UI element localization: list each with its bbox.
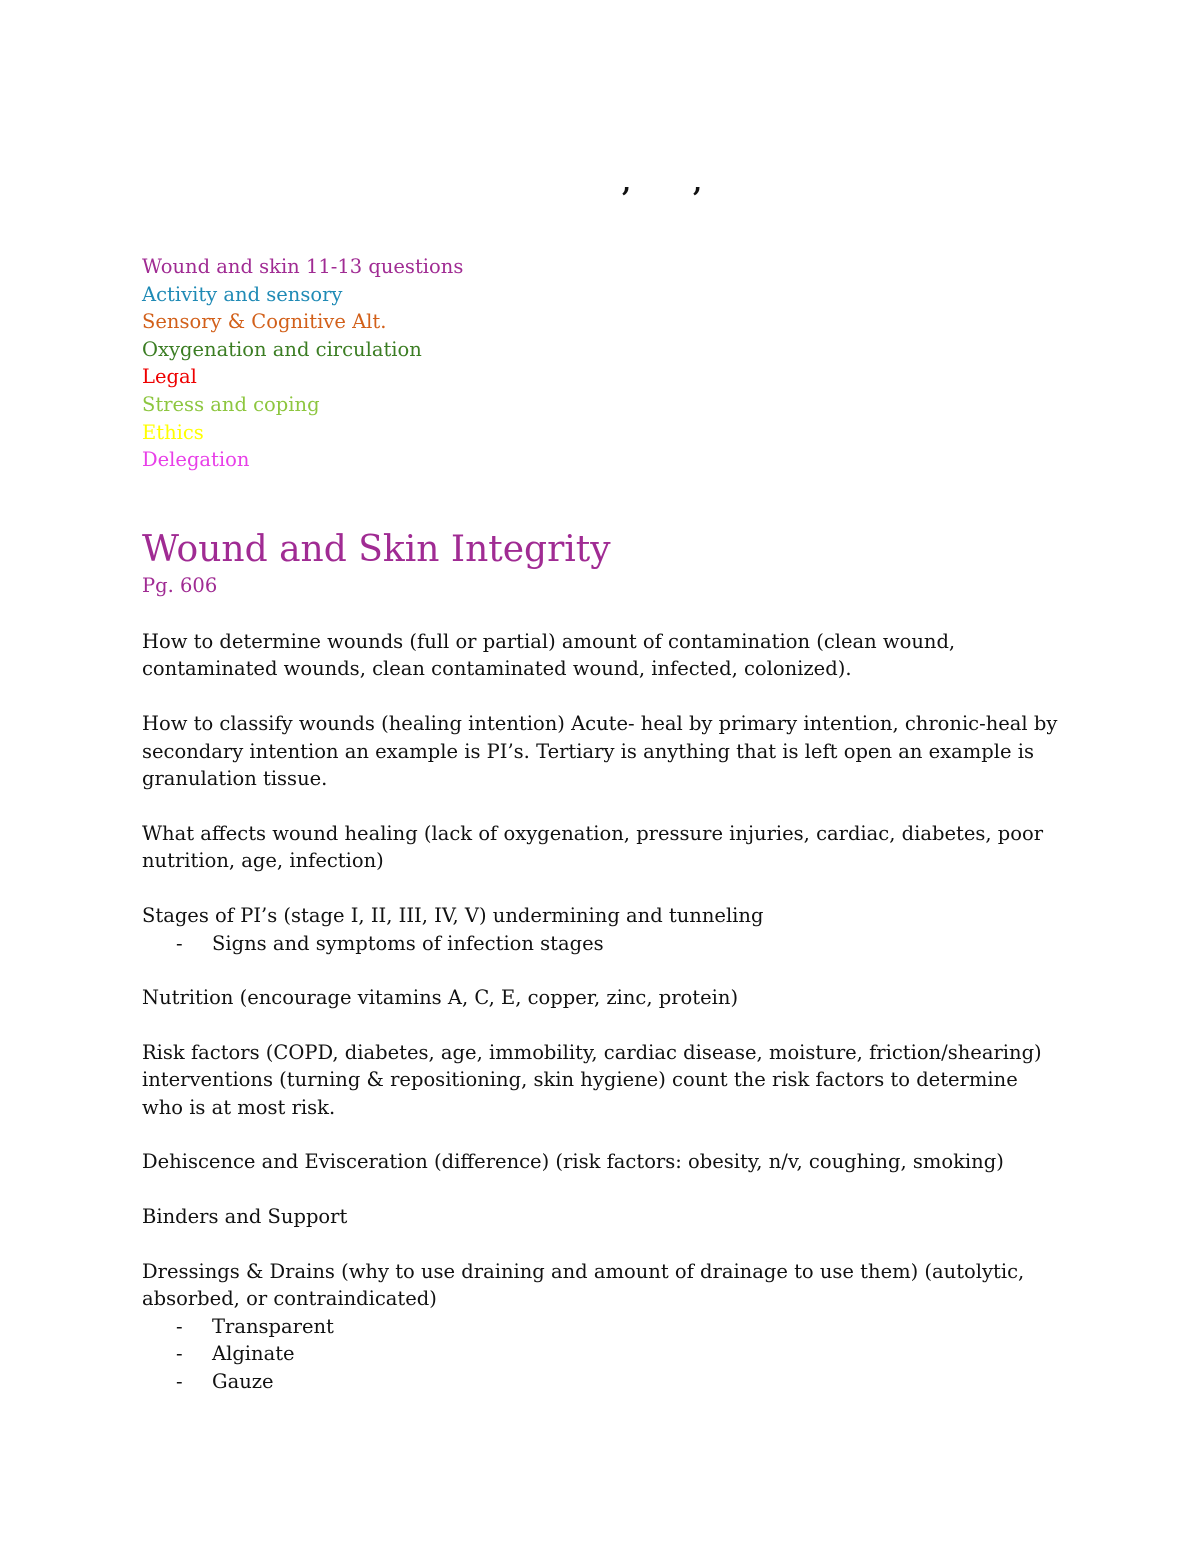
topic-list — [142, 253, 1062, 474]
header-mark: , — [622, 168, 632, 198]
dressings-sublist — [142, 1313, 1062, 1396]
section-title: Wound and Skin Integrity — [142, 528, 611, 570]
topic-item: Delegation — [142, 448, 250, 472]
topic-item: Activity and sensory — [142, 282, 343, 306]
paragraph-binders: Binders and Support — [142, 1205, 348, 1229]
header-mark: , — [693, 168, 703, 198]
paragraph-pi-stages: Stages of PI’s (stage I, II, III, IV, V) undermining and tunneling — [142, 903, 764, 927]
paragraph-risk-factors: Risk factors (COPD, diabetes, age, immobility, cardiac disease, moisture, friction/shearing) interventions (turning & repositioning, skin hygiene) count the risk factors to determine who is at most risk. — [142, 1040, 1042, 1119]
page-reference: Pg. 606 — [142, 573, 218, 597]
paragraph-nutrition: Nutrition (encourage vitamins A, C, E, copper, zinc, protein) — [142, 986, 739, 1010]
paragraph-healing-factors: What affects wound healing (lack of oxygenation, pressure injuries, cardiac, diabetes, poor nutrition, age, infection) — [142, 821, 1044, 873]
document-body — [142, 253, 1062, 1396]
bullet-dash: - — [176, 1370, 183, 1394]
list-item — [176, 1313, 1062, 1341]
list-item — [176, 930, 1062, 958]
header-marks — [0, 168, 1200, 198]
paragraph-dressings: Dressings & Drains (why to use draining and amount of drainage to use them) (autolytic, absorbed, or contraindicated) — [142, 1259, 1025, 1311]
topic-item: Ethics — [142, 420, 204, 444]
topic-item: Oxygenation and circulation — [142, 337, 422, 361]
list-item-text: Gauze — [212, 1370, 274, 1394]
bullet-dash: - — [176, 1342, 183, 1366]
list-item-text: Signs and symptoms of infection stages — [212, 931, 604, 955]
topic-item: Sensory & Cognitive Alt. — [142, 310, 387, 334]
paragraph-classification: How to classify wounds (healing intention) Acute- heal by primary intention, chronic-heal by secondary intention an example is PI’s. Tertiary is anything that is left open an example is granulation tissue. — [142, 711, 1058, 791]
list-item-text: Transparent — [212, 1314, 334, 1338]
list-item — [176, 1340, 1062, 1368]
pi-stages-sublist — [142, 930, 1062, 958]
topic-item: Legal — [142, 365, 197, 389]
topic-item: Wound and skin 11-13 questions — [142, 255, 464, 278]
bullet-dash: - — [176, 931, 183, 955]
list-item — [176, 1368, 1062, 1396]
paragraph-contamination: How to determine wounds (full or partial) amount of contamination (clean wound, contaminated wounds, clean contaminated wound, infected, colonized). — [142, 629, 956, 681]
topic-item: Stress and coping — [142, 392, 320, 416]
paragraph-dehiscence: Dehiscence and Evisceration (difference) (risk factors: obesity, n/v, coughing, smoking) — [142, 1150, 1004, 1174]
list-item-text: Alginate — [212, 1342, 295, 1366]
bullet-dash: - — [176, 1314, 183, 1338]
